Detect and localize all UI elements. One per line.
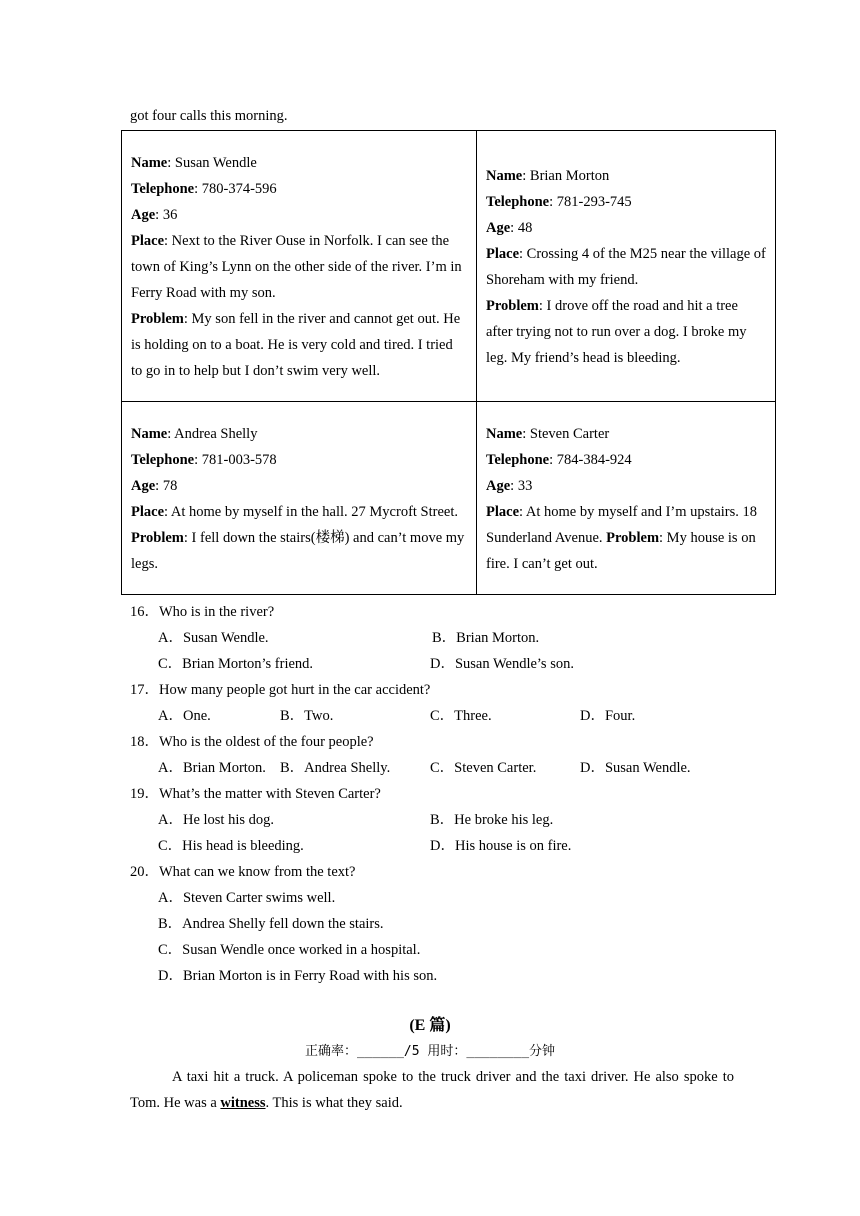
table-row	[122, 131, 776, 402]
call-card-brian: Name: Brian Morton Telephone: 781-293-745 Age: 48 Place: Crossing 4 of the M25 near the village of Shoreham with my friend. Problem: I drove off the road and hit a tree after trying not to run over a dog. I broke my leg. My friend’s head is bleeding.	[477, 131, 776, 402]
option-a[interactable]: A．One.	[158, 708, 211, 724]
caller-place: : At home by myself and I’m upstairs. 18 Sunderland Avenue.	[486, 503, 758, 546]
caller-age: : 33	[510, 477, 533, 494]
option-c[interactable]: C．His head is bleeding.	[158, 838, 304, 854]
option-b[interactable]: B．Andrea Shelly fell down the stairs.	[158, 916, 384, 932]
caller-place: : Next to the River Ouse in Norfolk. I can see the town of King’s Lynn on the other side of the river. I’m in Ferry Road with my son.	[131, 232, 462, 301]
table-row	[122, 402, 776, 595]
caller-telephone: : 781-293-745	[549, 193, 632, 210]
caller-name: : Susan Wendle	[167, 154, 257, 171]
caller-age: : 36	[155, 206, 178, 223]
passage-text: A taxi hit a truck. A policeman spoke to the truck driver and the taxi driver. He also spoke to Tom. He was a witness. This is what they said.	[130, 1069, 734, 1111]
intro-text: got four calls this morning.	[130, 108, 288, 124]
caller-problem: : My son fell in the river and cannot get out. He is holding on to a boat. He is very cold and tired. I tried to go in to help but I don’t swim very well.	[131, 310, 461, 379]
caller-problem: : I drove off the road and hit a tree after trying not to run over a dog. I broke my leg. My friend’s head is bleeding.	[486, 297, 747, 366]
option-a[interactable]: A．Steven Carter swims well.	[158, 890, 336, 906]
question-18: 18．Who is the oldest of the four people?	[130, 734, 374, 750]
caller-name: : Brian Morton	[522, 167, 610, 184]
section-heading: (E 篇)	[409, 1017, 451, 1034]
caller-telephone: : 781-003-578	[194, 451, 277, 468]
option-c[interactable]: C．Three.	[430, 708, 492, 724]
caller-age: : 78	[155, 477, 178, 494]
caller-telephone: : 784-384-924	[549, 451, 632, 468]
option-a[interactable]: A．Brian Morton.	[158, 760, 266, 776]
caller-name: : Andrea Shelly	[167, 425, 258, 442]
question-20: 20．What can we know from the text?	[130, 864, 356, 880]
option-b[interactable]: B．Brian Morton.	[432, 630, 540, 646]
option-a[interactable]: A．Susan Wendle.	[158, 630, 269, 646]
option-c[interactable]: C．Steven Carter.	[430, 760, 537, 776]
call-card-susan: Name: Susan Wendle Telephone: 780-374-596 Age: 36 Place: Next to the River Ouse in Norfolk. I can see the town of King’s Lynn on the other side of the river. I’m in Ferry Road with my son. Problem: My son fell in the river and cannot get out. He is holding on to a boat. He is very cold and tired. I tried to go in to help but I don’t swim very well.	[122, 131, 477, 402]
option-c[interactable]: C．Susan Wendle once worked in a hospital.	[158, 942, 421, 958]
caller-problem: : I fell down the stairs(楼梯) and can’t move my legs.	[131, 529, 465, 572]
caller-place: : At home by myself in the hall. 27 Mycroft Street.	[164, 503, 458, 520]
option-d[interactable]: D．His house is on fire.	[430, 838, 572, 854]
option-d[interactable]: D．Four.	[580, 708, 636, 724]
option-d[interactable]: D．Susan Wendle.	[580, 760, 691, 776]
caller-name: : Steven Carter	[522, 425, 610, 442]
call-card-steven: Name: Steven Carter Telephone: 784-384-924 Age: 33 Place: At home by myself and I’m upstairs. 18 Sunderland Avenue. Problem: My house is on fire. I can’t get out.	[477, 402, 776, 595]
caller-age: : 48	[510, 219, 533, 236]
option-b[interactable]: B．Andrea Shelly.	[280, 760, 391, 776]
question-17: 17．How many people got hurt in the car accident?	[130, 682, 431, 698]
call-card-andrea: Name: Andrea Shelly Telephone: 781-003-578 Age: 78 Place: At home by myself in the hall. 27 Mycroft Street. Problem: I fell down the stairs(楼梯) and can’t move my legs.	[122, 402, 477, 595]
option-d[interactable]: D．Susan Wendle’s son.	[430, 656, 574, 672]
score-time-line: 正确率：______/5 用时：________分钟	[304, 1044, 556, 1059]
caller-telephone: : 780-374-596	[194, 180, 277, 197]
question-19: 19．What’s the matter with Steven Carter?	[130, 786, 381, 802]
caller-place: : Crossing 4 of the M25 near the village of Shoreham with my friend.	[486, 245, 766, 288]
caller-problem: : My house is on fire. I can’t get out.	[486, 529, 756, 572]
option-b[interactable]: B．Two.	[280, 708, 334, 724]
option-a[interactable]: A．He lost his dog.	[158, 812, 274, 828]
option-d[interactable]: D．Brian Morton is in Ferry Road with his son.	[158, 968, 438, 984]
option-b[interactable]: B．He broke his leg.	[430, 812, 554, 828]
calls-table	[121, 130, 776, 595]
question-16: 16．Who is in the river?	[130, 604, 275, 620]
vocab-word-witness: witness	[220, 1095, 266, 1111]
option-c[interactable]: C．Brian Morton’s friend.	[158, 656, 314, 672]
